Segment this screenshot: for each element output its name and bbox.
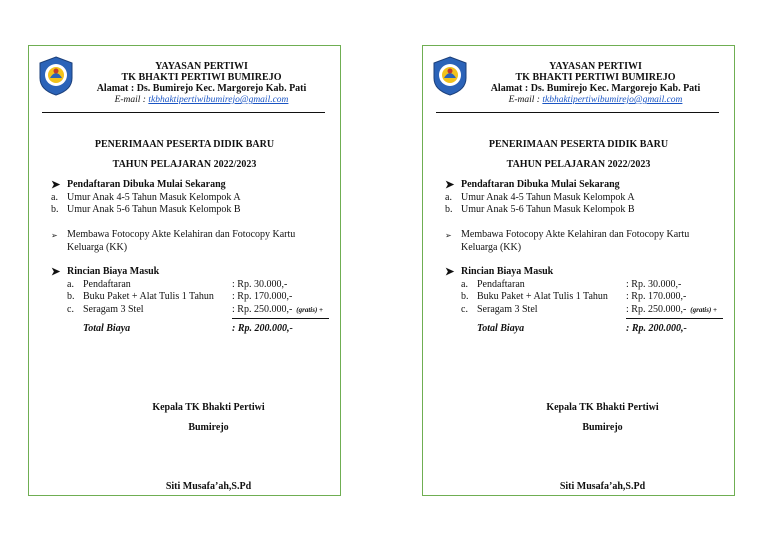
letterhead xyxy=(73,61,330,106)
signature-place: Bumirejo xyxy=(188,422,229,433)
list-item xyxy=(51,192,330,205)
cost-amount: : Rp. 170.000,- xyxy=(232,291,293,302)
header-divider xyxy=(42,112,325,113)
cost-amount: : Rp. 30.000,- xyxy=(626,278,682,290)
list-item xyxy=(51,204,330,217)
item-text: Umur Anak 4-5 Tahun Masuk Kelompok A xyxy=(461,191,635,203)
email-line xyxy=(73,94,330,106)
item-marker: a. xyxy=(445,191,452,203)
school-name: TK BHAKTI PERTIWI BUMIREJO xyxy=(515,72,676,83)
school-address: Alamat : Ds. Bumirejo Kec. Margorejo Kab. Pati xyxy=(490,83,701,94)
letterhead xyxy=(467,61,724,106)
requirement-text: Membawa Fotocopy Akte Kelahiran dan Fotocopy Kartu Keluarga (KK) xyxy=(461,229,690,253)
arrow-bullet-icon: ➤ xyxy=(51,266,61,278)
cost-name: Seragam 3 Stel xyxy=(83,303,144,315)
section-heading: Rincian Biaya Masuk xyxy=(67,266,160,277)
item-marker: b. xyxy=(67,291,75,302)
free-note: (gratis) + xyxy=(690,305,718,314)
header-divider xyxy=(436,112,719,113)
email-line xyxy=(467,94,724,106)
item-marker: c. xyxy=(461,303,468,315)
section-heading: Pendaftaran Dibuka Mulai Sekarang xyxy=(461,179,620,190)
total-amount: : Rp. 200.000,- xyxy=(232,323,293,334)
school-logo-icon xyxy=(431,56,469,96)
arrow-bullet-icon: ➤ xyxy=(445,179,455,191)
school-name: TK BHAKTI PERTIWI BUMIREJO xyxy=(121,72,282,83)
cost-name: Pendaftaran xyxy=(477,278,525,290)
cost-row xyxy=(51,304,330,317)
sum-divider xyxy=(626,318,723,319)
cost-amount: : Rp. 30.000,- xyxy=(232,278,288,290)
arrow-bullet-icon: ➤ xyxy=(51,179,61,191)
signature-place: Bumirejo xyxy=(582,422,623,433)
item-marker: b. xyxy=(445,204,453,215)
flyer-right xyxy=(422,45,735,496)
email-link[interactable]: tkbhaktipertiwibumirejo@gmail.com xyxy=(542,95,683,105)
arrow-bullet-icon: ➢ xyxy=(445,231,452,240)
school-logo-icon xyxy=(37,56,75,96)
total-amount: : Rp. 200.000,- xyxy=(626,323,687,334)
cost-row xyxy=(445,304,724,317)
item-text: Umur Anak 5-6 Tahun Masuk Kelompok B xyxy=(67,204,241,215)
email-label: E-mail : xyxy=(114,95,149,105)
sum-divider xyxy=(232,318,329,319)
cost-amount: : Rp. 170.000,- xyxy=(626,291,687,302)
section-registration xyxy=(51,179,330,217)
cost-amount: : Rp. 250.000,- xyxy=(232,303,293,315)
cost-row xyxy=(445,279,724,292)
item-marker: a. xyxy=(67,278,74,290)
signature-role: Kepala TK Bhakti Pertiwi xyxy=(152,402,265,413)
cost-row xyxy=(445,291,724,304)
section-requirements xyxy=(445,229,724,254)
doc-subtitle: TAHUN PELAJARAN 2022/2023 xyxy=(112,159,257,170)
section-costs xyxy=(445,266,724,316)
total-label: Total Biaya xyxy=(477,323,525,334)
list-item xyxy=(445,204,724,217)
section-heading: Rincian Biaya Masuk xyxy=(461,266,554,277)
section-heading: Pendaftaran Dibuka Mulai Sekarang xyxy=(67,179,226,190)
cost-name: Buku Paket + Alat Tulis 1 Tahun xyxy=(477,291,608,302)
signature-name: Siti Musafa’ah,S.Pd xyxy=(165,481,252,492)
list-item xyxy=(445,192,724,205)
item-text: Umur Anak 5-6 Tahun Masuk Kelompok B xyxy=(461,204,635,215)
item-text: Umur Anak 4-5 Tahun Masuk Kelompok A xyxy=(67,191,241,203)
item-marker: b. xyxy=(461,291,469,302)
cost-name: Seragam 3 Stel xyxy=(477,303,538,315)
section-requirements xyxy=(51,229,330,254)
cost-name: Pendaftaran xyxy=(83,278,131,290)
item-marker: a. xyxy=(461,278,468,290)
flyer-left xyxy=(28,45,341,496)
signature-name: Siti Musafa’ah,S.Pd xyxy=(559,481,646,492)
item-marker: b. xyxy=(51,204,59,215)
free-note: (gratis) + xyxy=(296,305,324,314)
item-marker: c. xyxy=(67,303,74,315)
arrow-bullet-icon: ➤ xyxy=(445,266,455,278)
foundation-name: YAYASAN PERTIWI xyxy=(549,61,642,72)
email-link[interactable]: tkbhaktipertiwibumirejo@gmail.com xyxy=(148,95,289,105)
requirement-text: Membawa Fotocopy Akte Kelahiran dan Fotocopy Kartu Keluarga (KK) xyxy=(67,229,296,253)
section-costs xyxy=(51,266,330,316)
total-label: Total Biaya xyxy=(83,323,131,334)
cost-row xyxy=(51,291,330,304)
arrow-bullet-icon: ➢ xyxy=(51,231,58,240)
doc-title: PENERIMAAN PESERTA DIDIK BARU xyxy=(488,139,669,150)
email-label: E-mail : xyxy=(508,95,543,105)
doc-title: PENERIMAAN PESERTA DIDIK BARU xyxy=(94,139,275,150)
school-address: Alamat : Ds. Bumirejo Kec. Margorejo Kab. Pati xyxy=(96,83,307,94)
section-registration xyxy=(445,179,724,217)
cost-name: Buku Paket + Alat Tulis 1 Tahun xyxy=(83,291,214,302)
foundation-name: YAYASAN PERTIWI xyxy=(155,61,248,72)
doc-subtitle: TAHUN PELAJARAN 2022/2023 xyxy=(506,159,651,170)
item-marker: a. xyxy=(51,191,58,203)
signature-role: Kepala TK Bhakti Pertiwi xyxy=(546,402,659,413)
cost-amount: : Rp. 250.000,- xyxy=(626,303,687,315)
cost-row xyxy=(51,279,330,292)
